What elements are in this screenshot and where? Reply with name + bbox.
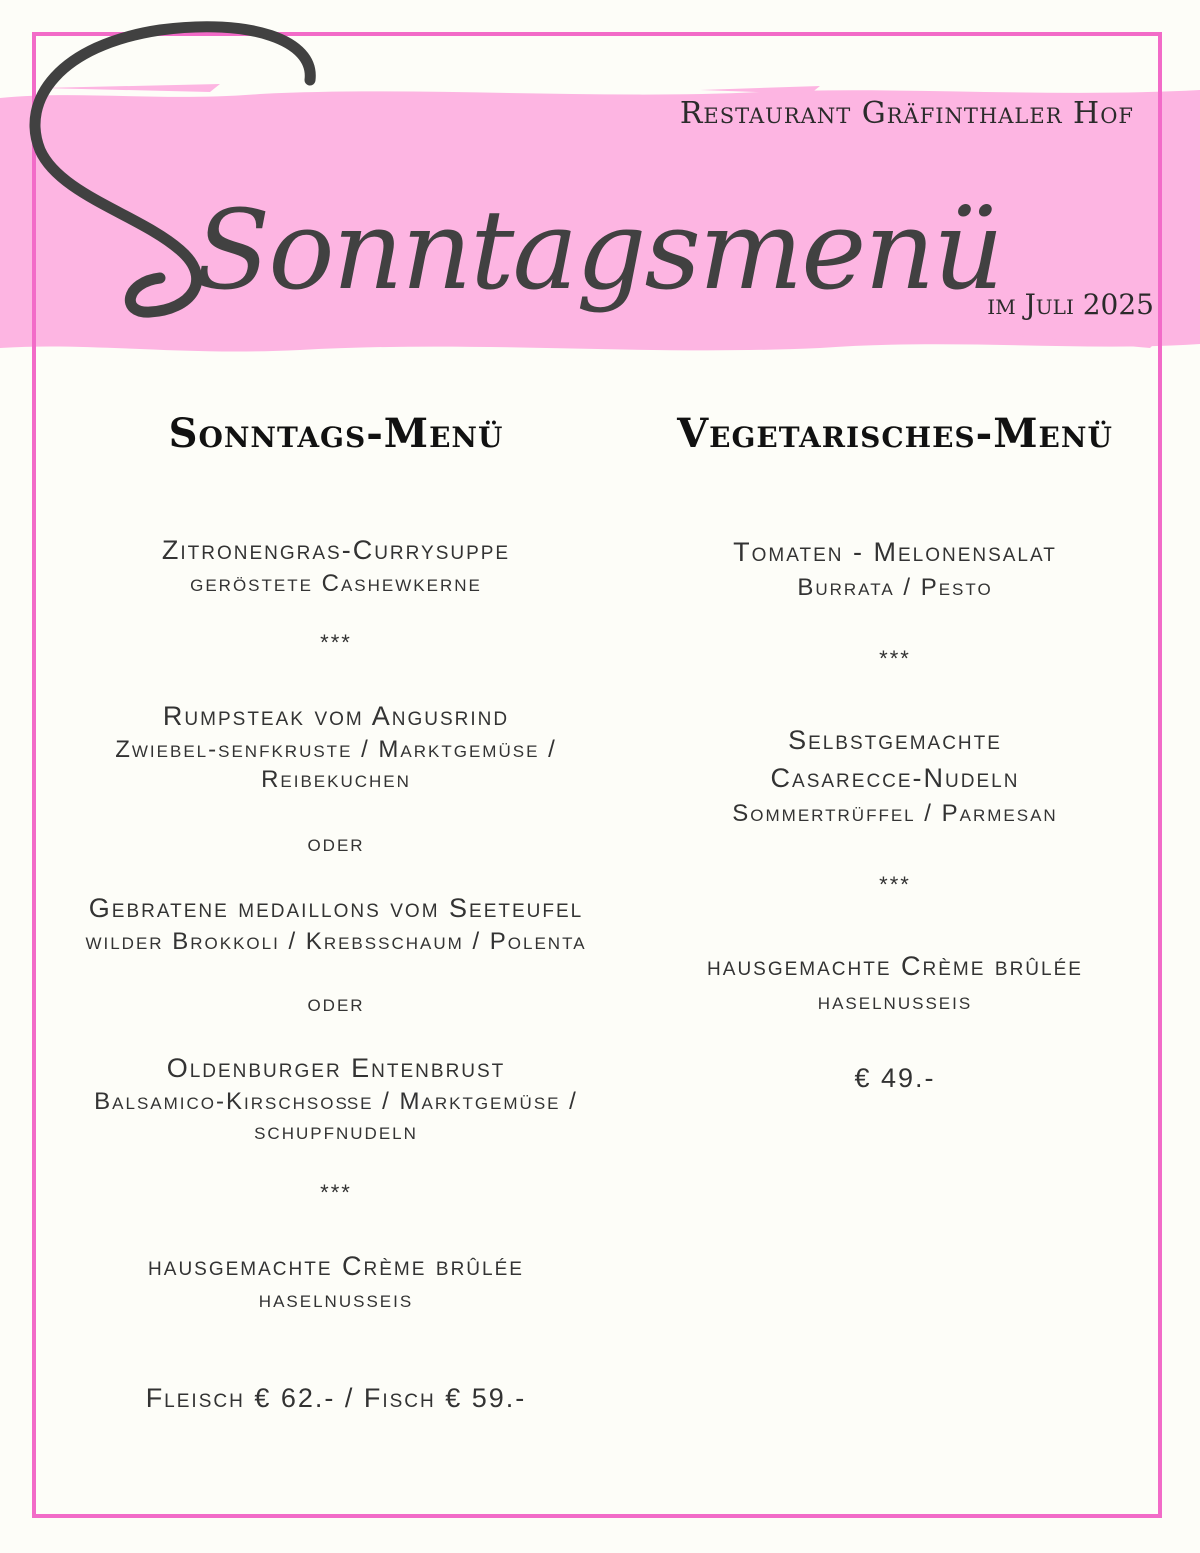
script-title (20, 20, 1003, 380)
veg-starter-dish: Tomaten - Melonensalat (733, 537, 1057, 567)
restaurant-name: Restaurant Gräfinthaler Hof (679, 96, 1134, 131)
veg-price: € 49.- (854, 1063, 936, 1093)
sunday-starter-dish: Zitronengras-Currysuppe (161, 535, 511, 565)
sunday-menu-heading: Sonntags-Menü (168, 410, 504, 457)
sunday-main1-dish: Rumpsteak vom Angusrind (162, 701, 510, 731)
title-script-text: Sonntagsmenü (195, 186, 1003, 314)
sunday-main3-side-1: Balsamico-Kirschsoße / Marktgemüse / (94, 1088, 578, 1115)
sunday-menu-column (36, 410, 636, 1413)
veg-starter-side: Burrata / Pesto (797, 574, 993, 601)
veg-separator-2: *** (879, 872, 911, 897)
menu-date: im Juli 2025 (987, 288, 1154, 321)
sunday-price: Fleisch € 62.- / Fisch € 59.- (145, 1383, 527, 1413)
veg-main-dish-2: Casarecce-Nudeln (770, 763, 1020, 793)
veg-dessert-side: haselnusseis (817, 988, 973, 1015)
vegetarian-menu-column (640, 410, 1150, 1093)
sunday-starter-side: geröstete Cashewkerne (190, 570, 482, 597)
vegetarian-menu-heading: Vegetarisches-Menü (677, 410, 1113, 457)
sunday-main1-side-2: Reibekuchen (261, 766, 411, 793)
veg-separator-1: *** (879, 646, 911, 671)
sunday-main2-side: wilder Brokkoli / Krebsschaum / Polenta (85, 928, 587, 955)
veg-main-side: Sommertrüffel / Parmesan (732, 800, 1058, 827)
sunday-separator-1: *** (320, 630, 352, 655)
sunday-dessert-side: haselnusseis (258, 1286, 414, 1313)
sunday-main1-side-1: Zwiebel-senfkruste / Marktgemüse / (115, 736, 557, 763)
sunday-main3-dish: Oldenburger Entenbrust (166, 1053, 506, 1083)
sunday-main3-side-2: schupfnudeln (254, 1118, 418, 1145)
veg-main-dish-1: Selbstgemachte (788, 725, 1002, 755)
sunday-or-2: oder (307, 990, 365, 1017)
sunday-or-1: oder (307, 830, 365, 857)
sunday-separator-2: *** (320, 1180, 352, 1205)
sunday-dessert-dish: hausgemachte Crème brûlée (148, 1251, 524, 1281)
sunday-main2-dish: Gebratene medaillons vom Seeteufel (88, 893, 584, 923)
veg-dessert-dish: hausgemachte Crème brûlée (707, 951, 1083, 981)
